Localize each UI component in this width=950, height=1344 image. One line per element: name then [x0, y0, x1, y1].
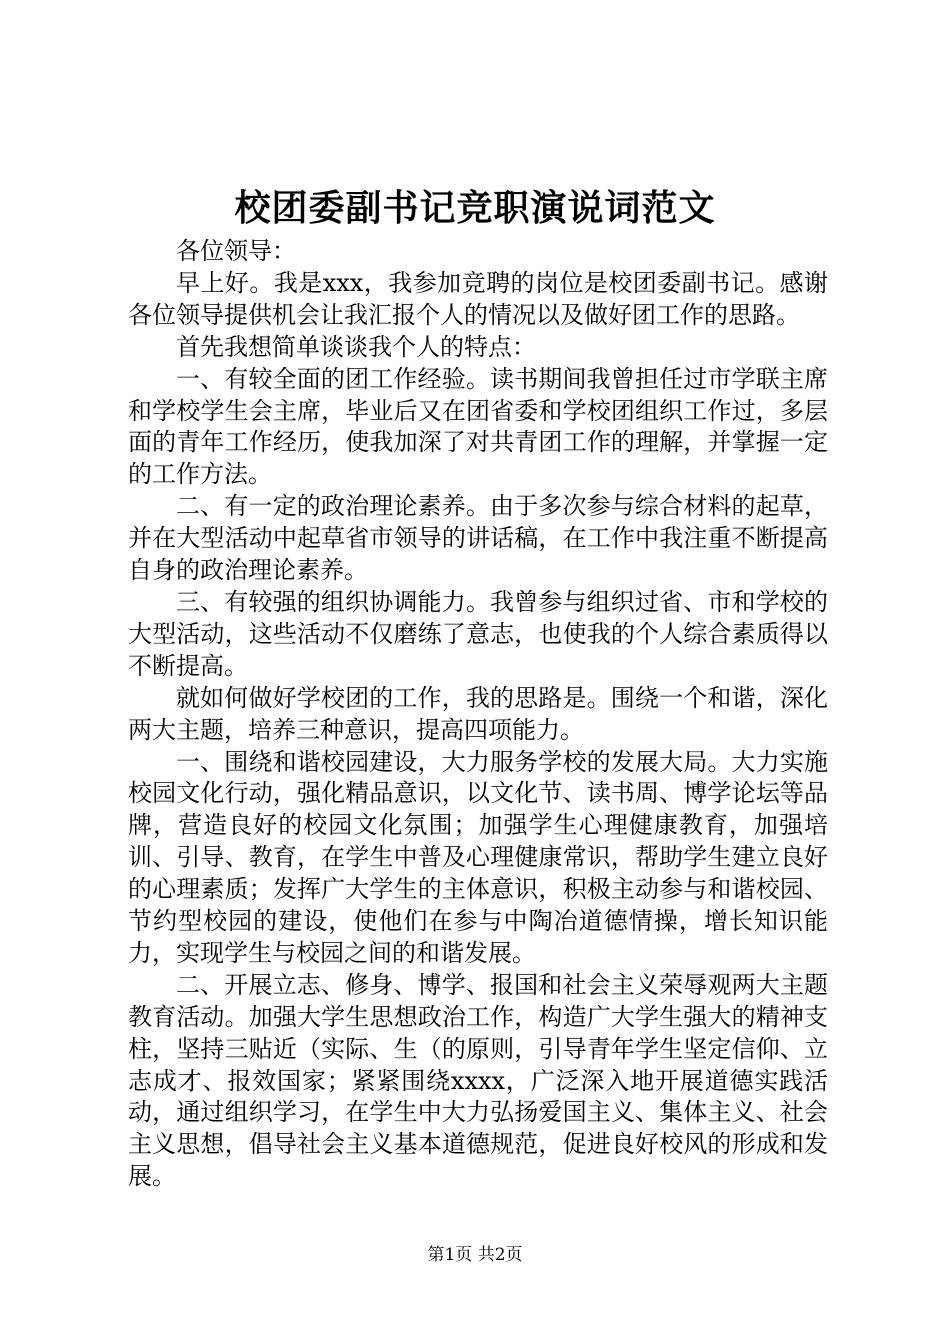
paragraph-salutation: 各位领导：	[176, 237, 296, 265]
document-title: 校团委副书记竞职演说词范文	[234, 187, 716, 229]
paragraph-trait-3: 三、有较强的组织协调能力。我曾参与组织过省、市和学校的大型活动，这些活动不仅磨练了意志，也使我的个人综合素质得以不断提高。	[128, 587, 828, 680]
paragraph-plan-1: 一、围绕和谐校园建设，大力服务学校的发展大局。大力实施校园文化行动，强化精品意识，以文化节、读书周、博学论坛等品牌，营造良好的校园文化氛围；加强学生心理健康教育，加强培训、引导、教育，在学生中普及心理健康常识，帮助学生建立良好的心理素质；发挥广大学生的主体意识，积极主动参与和谐校园、节约型校园的建设，使他们在参与中陶冶道德情操，增长知识能力，实现学生与校园之间的和谐发展。	[128, 747, 828, 967]
paragraph-greeting: 早上好。我是xxx，我参加竞聘的岗位是校团委副书记。感谢各位领导提供机会让我汇报个人的情况以及做好团工作的思路。	[128, 268, 828, 329]
document-body	[128, 236, 828, 1193]
paragraph-intro-traits: 首先我想简单谈谈我个人的特点：	[176, 332, 536, 361]
paragraph-trait-2: 二、有一定的政治理论素养。由于多次参与综合材料的起草，并在大型活动中起草省市领导的讲话稿，在工作中我注重不断提高自身的政治理论素养。	[128, 492, 828, 585]
page-footer: 第1页 共2页	[427, 1245, 523, 1265]
paragraph-plan-intro: 就如何做好学校团的工作，我的思路是。围绕一个和谐，深化两大主题，培养三种意识，提高四项能力。	[128, 683, 828, 744]
paragraph-plan-2: 二、开展立志、修身、博学、报国和社会主义荣辱观两大主题教育活动。加强大学生思想政治工作，构造广大学生强大的精神支柱，坚持三贴近（实际、生（的原则，引导青年学生坚定信仰、立志成才、报效国家；紧紧围绕xxxx，广泛深入地开展道德实践活动，通过组织学习，在学生中大力弘扬爱国主义、集体主义、社会主义思想，倡导社会主义基本道德规范，促进良好校风的形成和发展。	[128, 970, 828, 1191]
paragraph-trait-1: 一、有较全面的团工作经验。读书期间我曾担任过市学联主席和学校学生会主席，毕业后又在团省委和学校团组织工作过，多层面的青年工作经历，使我加深了对共青团工作的理解，并掌握一定的工作方法。	[128, 364, 828, 489]
